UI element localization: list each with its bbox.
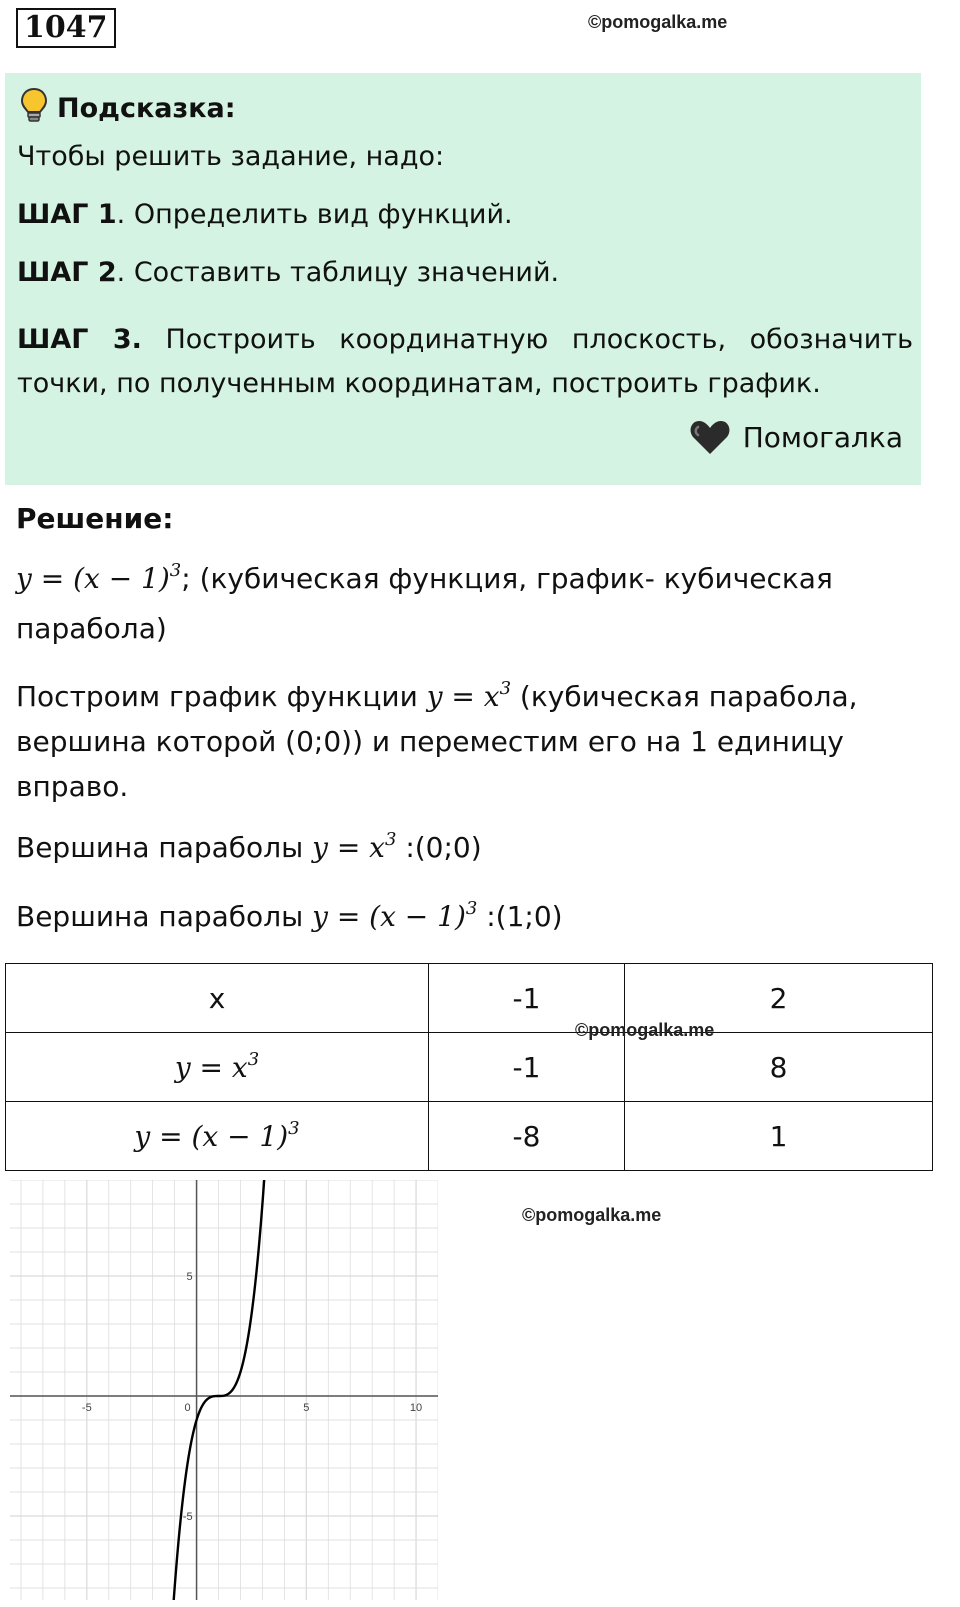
hint-step-3	[17, 318, 913, 406]
brand-name: Помогалка	[742, 420, 903, 454]
math-exponent: 3	[247, 1048, 260, 1070]
math-expression: y = x	[174, 1050, 248, 1084]
solution-text: Построим график функции	[16, 680, 427, 713]
solution-paragraph-line-2: вершина которой (0;0)) и переместим его на 1 единицу	[16, 725, 844, 758]
table-row-header	[6, 1102, 429, 1171]
math-expression: y = (x − 1)	[134, 1119, 289, 1153]
table-cell: -8	[429, 1102, 625, 1171]
solution-text: :(1;0)	[477, 900, 563, 933]
heart-icon	[689, 418, 731, 456]
math-exponent: 3	[288, 1117, 300, 1139]
watermark-table: ©pomogalka.me	[575, 1020, 715, 1040]
cell-text: x	[208, 981, 226, 1015]
hint-intro: Чтобы решить задание, надо:	[17, 141, 445, 172]
math-expression: y = (x − 1)	[312, 900, 466, 933]
solution-line-1	[16, 557, 833, 601]
solution-text: ; (кубическая функция, график- кубическая	[181, 562, 833, 595]
series-line	[161, 1180, 269, 1600]
math-expression: y = x	[426, 680, 500, 713]
solution-heading: Решение:	[16, 502, 174, 535]
y-tick-label: -5	[182, 1511, 193, 1523]
step-label: ШАГ 1	[17, 199, 117, 230]
table-row	[6, 1102, 933, 1171]
math-exponent: 3	[384, 829, 397, 850]
cubic-graph	[10, 1180, 438, 1600]
solution-paragraph-line-3: вправо.	[16, 770, 129, 803]
solution-text: Вершина параболы	[16, 900, 313, 933]
vertex-line-2	[16, 895, 563, 939]
hint-title-text: Подсказка:	[57, 93, 236, 124]
table-row-header	[6, 964, 429, 1033]
y-tick-label: 5	[186, 1271, 193, 1283]
math-expression: y = x	[312, 831, 385, 864]
table-cell: -1	[429, 1033, 625, 1102]
step-text: . Составить таблицу значений.	[116, 257, 560, 288]
table-cell: -1	[429, 964, 625, 1033]
math-exponent: 3	[465, 898, 478, 919]
solution-paragraph-line-1	[16, 675, 858, 719]
math-exponent: 3	[499, 678, 512, 699]
table-row-header	[6, 1033, 429, 1102]
watermark: ©pomogalka.me	[588, 12, 728, 32]
hint-box	[5, 73, 921, 485]
x-tick-label: 0	[184, 1402, 191, 1414]
watermark-graph: ©pomogalka.me	[522, 1205, 662, 1225]
math-expression: y = (x − 1)	[16, 562, 170, 595]
x-tick-label: -5	[81, 1402, 92, 1414]
step-label: ШАГ 2	[17, 257, 117, 288]
values-table	[5, 963, 933, 1171]
x-tick-label: 5	[303, 1402, 310, 1414]
lightbulb-icon	[19, 87, 49, 130]
problem-number: 1047	[16, 8, 116, 48]
solution-text: Вершина параболы	[16, 831, 313, 864]
hint-title	[19, 87, 236, 130]
table-cell: 1	[625, 1102, 933, 1171]
math-exponent: 3	[169, 560, 182, 581]
solution-text: :(0;0)	[396, 831, 482, 864]
solution-line-1-cont: парабола)	[16, 612, 167, 645]
table-cell: 2	[625, 964, 933, 1033]
table-row	[6, 1033, 933, 1102]
step-text: . Определить вид функций.	[116, 199, 513, 230]
table-row	[6, 964, 933, 1033]
step-text: Построить координатную плоскость, обозначить точки, по полученным координатам, построить график.	[17, 324, 913, 399]
vertex-line-1	[16, 826, 482, 870]
x-tick-label: 10	[409, 1402, 423, 1414]
hint-step-2	[17, 257, 559, 288]
solution-text: (кубическая парабола,	[511, 680, 858, 713]
hint-step-1	[17, 199, 513, 230]
step-label: ШАГ 3.	[17, 324, 142, 355]
table-cell: 8	[625, 1033, 933, 1102]
brand	[689, 418, 903, 456]
